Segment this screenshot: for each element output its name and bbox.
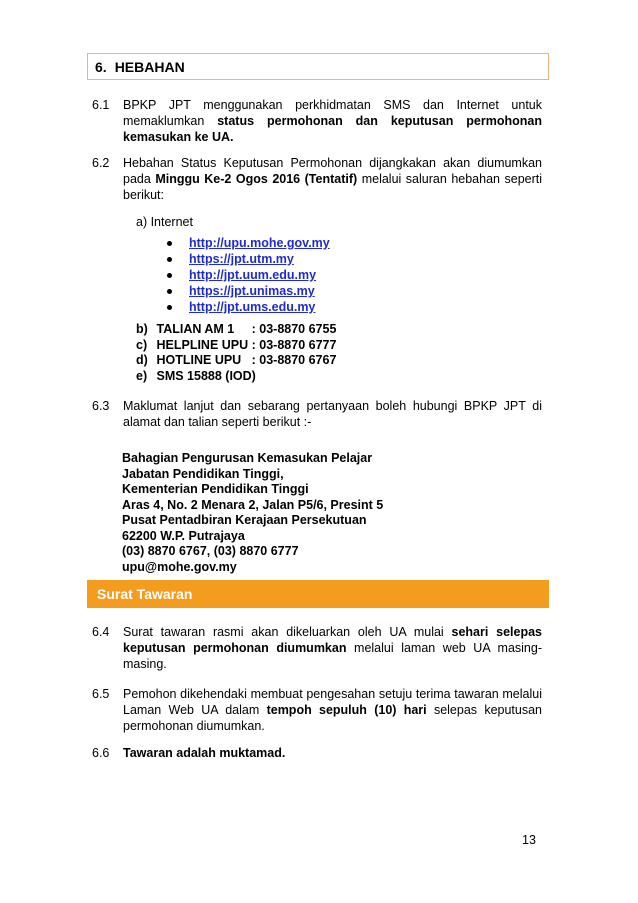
link-unimas[interactable]: https://jpt.unimas.my: [189, 284, 315, 298]
text-run: Hebahan Status Keputusan Permohonan dijangkakan akan diumumkan pada: [123, 156, 542, 186]
contact-line: [136, 338, 336, 354]
contact-text: SMS 15888 (IOD): [156, 368, 256, 383]
item-letter: c): [136, 337, 148, 352]
address-line: 62200 W.P. Putrajaya: [122, 528, 245, 543]
item-letter: e): [136, 368, 148, 383]
bullet-icon: [167, 273, 172, 278]
bold-run: Minggu Ke-2 Ogos 2016 (Tentatif): [155, 172, 358, 186]
paragraph-6-5: [92, 686, 542, 734]
section-number: 6.: [95, 58, 107, 75]
text-run: Surat tawaran rasmi akan dikeluarkan oleh UA mulai: [123, 625, 452, 639]
list-item: [163, 267, 330, 283]
page-number: 13: [522, 833, 536, 847]
paragraph-6-4: [92, 624, 542, 672]
paragraph-number: 6.4: [92, 625, 110, 639]
item-letter: d): [136, 353, 148, 367]
contact-text: HELPLINE UPU : 03-8870 6777: [156, 337, 337, 352]
text-run: BPKP JPT menggunakan perkhidmatan SMS dan Internet untuk memaklumkan: [123, 98, 542, 128]
contact-line: [136, 322, 336, 338]
paragraph-text: Maklumat lanjut dan sebarang pertanyaan boleh hubungi BPKP JPT di alamat dan talian seperti berikut :-: [123, 399, 542, 429]
paragraph-6-2: [92, 155, 542, 203]
bold-run: tempoh sepuluh (10) hari: [266, 703, 427, 717]
paragraph-number: 6.2: [92, 156, 110, 170]
bullet-icon: [167, 289, 172, 294]
contact-text: HOTLINE UPU : 03-8870 6767: [156, 353, 337, 367]
address-line: Jabatan Pendidikan Tinggi,: [122, 466, 284, 481]
paragraph-number: 6.3: [92, 399, 110, 413]
contact-line: [136, 353, 336, 369]
item-letter: b): [136, 322, 148, 336]
paragraph-number: 6.1: [92, 98, 110, 112]
address-line: Bahagian Pengurusan Kemasukan Pelajar: [122, 451, 373, 465]
paragraph-6-1: [92, 97, 542, 145]
address-line: (03) 8870 6767, (03) 8870 6777: [122, 544, 299, 558]
list-item: [163, 283, 330, 299]
contact-text: TALIAN AM 1 : 03-8870 6755: [156, 322, 337, 336]
address-email: upu@mohe.gov.my: [122, 559, 237, 574]
address-line: Kementerian Pendidikan Tinggi: [122, 482, 309, 496]
address-line: Aras 4, No. 2 Menara 2, Jalan P5/6, Presint 5: [122, 497, 384, 512]
link-upu[interactable]: http://upu.mohe.gov.my: [189, 236, 330, 250]
bullet-icon: [167, 257, 172, 262]
paragraph-text: [123, 624, 542, 672]
text-run: melalui laman web UA masing-masing.: [123, 641, 542, 671]
paragraph-number: 6.5: [92, 687, 110, 701]
bullet-icon: [167, 305, 172, 310]
paragraph-text: [123, 745, 542, 761]
bold-run: status permohonan dan keputusan permohonan kemasukan ke UA.: [123, 114, 542, 144]
internet-links-list: [163, 235, 330, 315]
list-item: [163, 251, 330, 267]
paragraph-text: [123, 686, 542, 734]
address-block: [122, 451, 383, 575]
contact-lines: [136, 322, 336, 384]
link-utm[interactable]: https://jpt.utm.my: [189, 252, 294, 266]
paragraph-6-3: [92, 398, 542, 430]
contact-line: [136, 369, 336, 385]
link-uum[interactable]: http://jpt.uum.edu.my: [189, 268, 317, 282]
address-line: Pusat Pentadbiran Kerajaan Persekutuan: [122, 513, 367, 527]
paragraph-text: [123, 97, 542, 145]
bullet-icon: [167, 241, 172, 246]
offer-section-heading: Surat Tawaran: [87, 580, 549, 608]
text-run: Pemohon dikehendaki membuat pengesahan setuju terima tawaran melalui Laman Web UA dalam: [123, 687, 542, 717]
list-item: [163, 299, 330, 315]
internet-label: a) Internet: [136, 215, 193, 229]
bold-run: Tawaran adalah muktamad.: [123, 746, 286, 760]
paragraph-text: [123, 155, 542, 203]
paragraph-number: 6.6: [92, 746, 110, 760]
link-ums[interactable]: http://jpt.ums.edu.my: [189, 300, 316, 314]
paragraph-6-6: [92, 745, 542, 761]
text-run: selepas keputusan permohonan diumumkan.: [123, 703, 542, 733]
text-run: melalui saluran hebahan seperti berikut:: [123, 172, 543, 202]
bold-run: sehari selepas keputusan permohonan diumumkan: [123, 625, 542, 655]
section-title: HEBAHAN: [114, 58, 185, 75]
list-item: [163, 235, 330, 251]
section-heading: [87, 53, 549, 80]
